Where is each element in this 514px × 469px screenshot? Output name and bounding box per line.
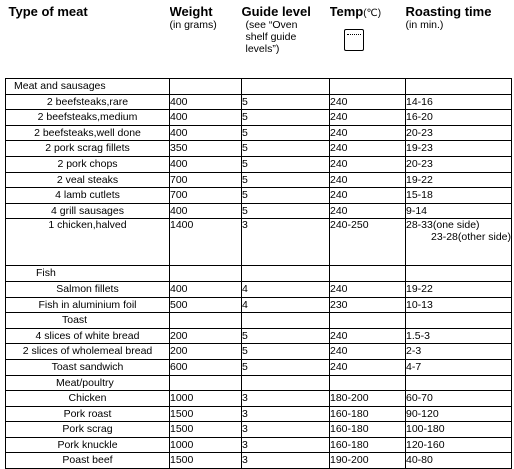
- cell-temperature: 230: [330, 297, 406, 313]
- empty-cell: [170, 313, 242, 329]
- cell-food-name: 1 chicken,halved: [6, 219, 170, 266]
- cell-weight: 400: [170, 156, 242, 172]
- cell-guide-level: 5: [242, 359, 330, 375]
- category-label: Meat/poultry: [6, 375, 170, 391]
- cell-roasting-time: [406, 219, 512, 266]
- cell-guide-level: 3: [242, 406, 330, 422]
- cell-guide-level: 5: [242, 203, 330, 219]
- column-header-type: Type of meat: [8, 4, 88, 19]
- cell-food-name: 2 beefsteaks,medium: [6, 110, 170, 126]
- cell-temperature: 240: [330, 203, 406, 219]
- time-line: 23-28(other side): [431, 231, 511, 244]
- cell-food-name: 4 slices of white bread: [6, 328, 170, 344]
- cell-roasting-time: 10-13: [406, 297, 512, 313]
- temp-unit-note: (℃): [363, 8, 382, 19]
- table-row: [6, 328, 512, 344]
- empty-cell: [242, 266, 330, 282]
- cell-roasting-time: 20-23: [406, 125, 512, 141]
- cell-weight: 400: [170, 281, 242, 297]
- table-row: [6, 172, 512, 188]
- cell-guide-level: 5: [242, 188, 330, 204]
- cell-temperature: 240: [330, 141, 406, 157]
- category-row: [6, 266, 512, 282]
- category-row: [6, 313, 512, 329]
- category-label: Fish: [6, 266, 170, 282]
- cell-roasting-time: 100-180: [406, 422, 512, 438]
- cell-roasting-time: 19-22: [406, 172, 512, 188]
- cell-weight: 350: [170, 141, 242, 157]
- cell-temperature: 240: [330, 110, 406, 126]
- cell-weight: 700: [170, 172, 242, 188]
- cell-food-name: Fish in aluminium foil: [6, 297, 170, 313]
- time-unit-note: (in min.): [405, 19, 444, 31]
- cell-temperature: 240: [330, 156, 406, 172]
- table-row: [6, 359, 512, 375]
- table-row: [6, 453, 512, 469]
- cell-guide-level: 3: [242, 219, 330, 266]
- category-label: Toast: [6, 313, 170, 329]
- cell-weight: 400: [170, 125, 242, 141]
- table-row: [6, 391, 512, 407]
- cell-roasting-time: 60-70: [406, 391, 512, 407]
- empty-cell: [170, 266, 242, 282]
- cell-roasting-time: 1.5-3: [406, 328, 512, 344]
- cell-roasting-time: 14-16: [406, 94, 512, 110]
- empty-cell: [406, 375, 512, 391]
- cell-food-name: 2 beefsteaks,well done: [6, 125, 170, 141]
- cell-guide-level: 5: [242, 156, 330, 172]
- column-header-weight: Weight (in grams): [170, 4, 242, 79]
- table-row: [6, 281, 512, 297]
- table-row: [6, 156, 512, 172]
- weight-unit-note: (in grams): [169, 19, 217, 31]
- empty-cell: [330, 266, 406, 282]
- cell-weight: 1000: [170, 391, 242, 407]
- empty-cell: [406, 79, 512, 95]
- empty-cell: [330, 375, 406, 391]
- table-row: [6, 437, 512, 453]
- cell-roasting-time: 9-14: [406, 203, 512, 219]
- cell-food-name: 2 beefsteaks,rare: [6, 94, 170, 110]
- cell-food-name: Pork roast: [6, 406, 170, 422]
- empty-cell: [330, 313, 406, 329]
- cell-temperature: 240: [330, 281, 406, 297]
- cell-roasting-time: 90-120: [406, 406, 512, 422]
- category-row: [6, 79, 512, 95]
- cell-food-name: Pork scrag: [6, 422, 170, 438]
- cell-food-name: 2 veal steaks: [6, 172, 170, 188]
- category-label: Meat and sausages: [6, 79, 170, 95]
- table-row: [6, 125, 512, 141]
- table-row: [6, 94, 512, 110]
- cell-weight: 200: [170, 328, 242, 344]
- cell-roasting-time: 40-80: [406, 453, 512, 469]
- cell-food-name: Poast beef: [6, 453, 170, 469]
- cell-weight: 700: [170, 188, 242, 204]
- cell-guide-level: 3: [242, 437, 330, 453]
- cell-weight: 200: [170, 344, 242, 360]
- cell-roasting-time: 4-7: [406, 359, 512, 375]
- cell-temperature: 240: [330, 94, 406, 110]
- cell-weight: 400: [170, 94, 242, 110]
- cell-temperature: 240-250: [330, 219, 406, 266]
- table-row: [6, 203, 512, 219]
- cell-guide-level: 4: [242, 297, 330, 313]
- cell-food-name: Chicken: [6, 391, 170, 407]
- cell-roasting-time: 120-160: [406, 437, 512, 453]
- empty-cell: [330, 79, 406, 95]
- cell-temperature: 160-180: [330, 437, 406, 453]
- table-row: [6, 422, 512, 438]
- table-header-row: [6, 4, 512, 79]
- cell-guide-level: 5: [242, 125, 330, 141]
- category-row: [6, 375, 512, 391]
- cell-temperature: 180-200: [330, 391, 406, 407]
- cell-food-name: 2 slices of wholemeal bread: [6, 344, 170, 360]
- cell-guide-level: 5: [242, 94, 330, 110]
- cell-weight: 600: [170, 359, 242, 375]
- table-row: [6, 219, 512, 266]
- empty-cell: [406, 313, 512, 329]
- cell-food-name: 4 grill sausages: [6, 203, 170, 219]
- cell-temperature: 190-200: [330, 453, 406, 469]
- cell-roasting-time: 16-20: [406, 110, 512, 126]
- cell-roasting-time: 2-3: [406, 344, 512, 360]
- empty-cell: [242, 375, 330, 391]
- cell-guide-level: 3: [242, 422, 330, 438]
- oven-heating-icon: [344, 29, 364, 51]
- cell-temperature: 240: [330, 125, 406, 141]
- cell-food-name: 2 pork scrag fillets: [6, 141, 170, 157]
- table-row: [6, 297, 512, 313]
- cell-weight: 1500: [170, 422, 242, 438]
- cell-weight: 500: [170, 297, 242, 313]
- cell-temperature: 240: [330, 344, 406, 360]
- cell-roasting-time: 19-22: [406, 281, 512, 297]
- cell-weight: 400: [170, 203, 242, 219]
- table-row: [6, 141, 512, 157]
- column-header-temp: Temp(℃): [330, 4, 406, 79]
- cell-food-name: Pork knuckle: [6, 437, 170, 453]
- cell-guide-level: 4: [242, 281, 330, 297]
- roasting-table: [5, 4, 512, 469]
- cell-roasting-time: 19-23: [406, 141, 512, 157]
- cell-temperature: 240: [330, 188, 406, 204]
- cell-guide-level: 5: [242, 344, 330, 360]
- empty-cell: [242, 79, 330, 95]
- cell-temperature: 160-180: [330, 422, 406, 438]
- cell-guide-level: 3: [242, 391, 330, 407]
- cell-roasting-time: 20-23: [406, 156, 512, 172]
- cell-temperature: 240: [330, 328, 406, 344]
- empty-cell: [170, 79, 242, 95]
- cell-weight: 1400: [170, 219, 242, 266]
- cell-temperature: 240: [330, 172, 406, 188]
- column-header-guide-level: Guide level (see “Oven shelf guide levels”): [242, 4, 330, 79]
- cell-food-name: 2 pork chops: [6, 156, 170, 172]
- cell-weight: 1500: [170, 453, 242, 469]
- cell-guide-level: 5: [242, 172, 330, 188]
- cell-weight: 1000: [170, 437, 242, 453]
- table-row: [6, 406, 512, 422]
- empty-cell: [406, 266, 512, 282]
- cell-food-name: Toast sandwich: [6, 359, 170, 375]
- time-line: 28-33(one side): [406, 219, 480, 232]
- cell-guide-level: 5: [242, 141, 330, 157]
- cell-guide-level: 3: [242, 453, 330, 469]
- cell-weight: 400: [170, 110, 242, 126]
- cell-food-name: Salmon fillets: [6, 281, 170, 297]
- cell-weight: 1500: [170, 406, 242, 422]
- cell-guide-level: 5: [242, 328, 330, 344]
- table-row: [6, 110, 512, 126]
- table-row: [6, 188, 512, 204]
- cell-temperature: 160-180: [330, 406, 406, 422]
- empty-cell: [242, 313, 330, 329]
- cell-roasting-time: 15-18: [406, 188, 512, 204]
- empty-cell: [170, 375, 242, 391]
- cell-food-name: 4 lamb cutlets: [6, 188, 170, 204]
- cell-guide-level: 5: [242, 110, 330, 126]
- guide-level-note: (see “Oven shelf guide levels”): [245, 19, 298, 55]
- cell-temperature: 240: [330, 359, 406, 375]
- column-header-roasting-time: Roasting time (in min.): [406, 4, 512, 79]
- table-row: [6, 344, 512, 360]
